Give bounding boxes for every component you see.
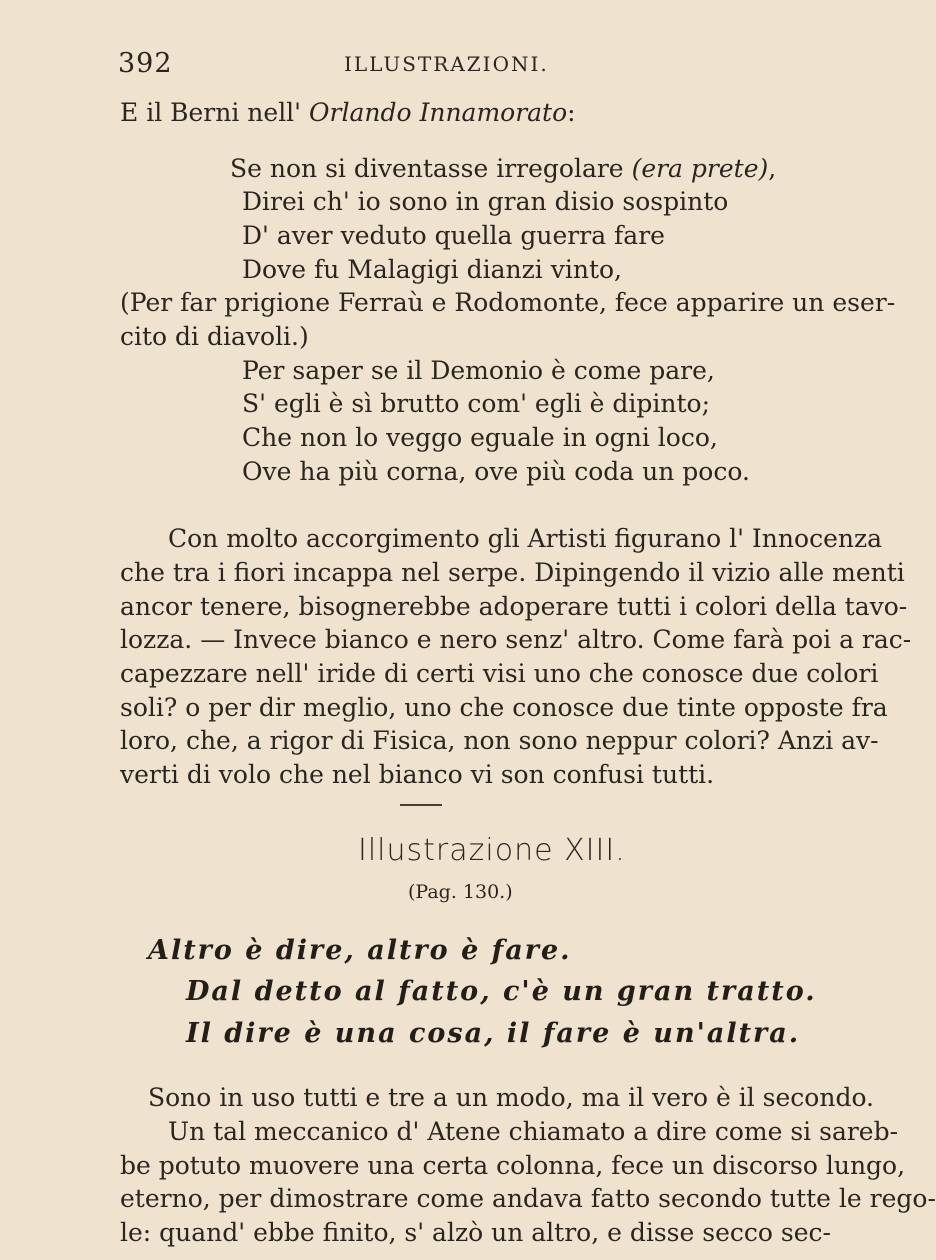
page-number: 392 xyxy=(118,48,173,79)
page-header xyxy=(118,48,718,82)
paragraph-line: Un tal meccanico d' Atene chiamato a dire come si sareb- xyxy=(168,1117,899,1146)
verse-line-3: D' aver veduto quella guerra fare xyxy=(242,221,665,250)
paragraph-line: le: quand' ebbe finito, s' alzò un altro, e disse secco sec- xyxy=(120,1218,831,1247)
paragraph-line: eterno, per dimostrare come andava fatto secondo tutte le rego- xyxy=(120,1184,936,1213)
running-head: ILLUSTRAZIONI. xyxy=(344,52,549,76)
intro-lead: E il Berni nell' xyxy=(120,98,310,127)
paragraph-line: capezzare nell' iride di certi visi uno che conosce due colori xyxy=(120,659,879,688)
motto-line-2: Dal detto al fatto, c'è un gran tratto. xyxy=(186,976,817,1007)
verse-line-2: Direi ch' io sono in gran disio sospinto xyxy=(242,187,729,216)
section-divider xyxy=(400,804,442,806)
verse-line-1 xyxy=(230,152,776,186)
verse2-line-2: S' egli è sì brutto com' egli è dipinto; xyxy=(242,389,711,418)
paragraph-line: lozza. — Invece bianco e nero senz' altro. Come farà poi a rac- xyxy=(120,625,912,654)
paragraph-line: verti di volo che nel bianco vi son confusi tutti. xyxy=(120,760,715,789)
paragraph-line: Sono in uso tutti e tre a un modo, ma il vero è il secondo. xyxy=(148,1083,875,1112)
bridge-line-2: cito di diavoli.) xyxy=(120,322,309,351)
paragraph-line: ancor tenere, bisognerebbe adoperare tutti i colori della tavo- xyxy=(120,592,908,621)
verse-text: Se non si diventasse irregolare xyxy=(230,154,632,183)
intro-colon: : xyxy=(567,98,576,127)
paragraph-line: be potuto muovere una certa colonna, fece un discorso lungo, xyxy=(120,1151,906,1180)
work-title: Orlando Innamorato xyxy=(309,98,568,127)
intro-line xyxy=(120,96,576,130)
verse2-line-1: Per saper se il Demonio è come pare, xyxy=(242,356,715,385)
bridge-line-1: (Per far prigione Ferraù e Rodomonte, fece apparire un eser- xyxy=(120,288,896,317)
motto-line-3: Il dire è una cosa, il fare è un'altra. xyxy=(186,1018,801,1049)
motto-line-1: Altro è dire, altro è fare. xyxy=(148,935,572,966)
verse2-line-3: Che non lo veggo eguale in ogni loco, xyxy=(242,423,718,452)
verse-aside: (era prete) xyxy=(631,154,769,183)
paragraph-line: loro, che, a rigor di Fisica, non sono neppur colori? Anzi av- xyxy=(120,726,879,755)
illustration-caption: Illustrazione XIII. xyxy=(358,833,626,868)
paragraph-line: soli? o per dir meglio, uno che conosce due tinte opposte fra xyxy=(120,693,888,722)
paragraph-line: Con molto accorgimento gli Artisti figurano l' Innocenza xyxy=(168,524,883,553)
verse-punct: , xyxy=(768,154,777,183)
page-reference: (Pag. 130.) xyxy=(408,881,513,903)
paragraph-line: che tra i fiori incappa nel serpe. Dipingendo il vizio alle menti xyxy=(120,558,905,587)
verse-line-4: Dove fu Malagigi dianzi vinto, xyxy=(242,255,622,284)
verse2-line-4: Ove ha più corna, ove più coda un poco. xyxy=(242,457,750,486)
